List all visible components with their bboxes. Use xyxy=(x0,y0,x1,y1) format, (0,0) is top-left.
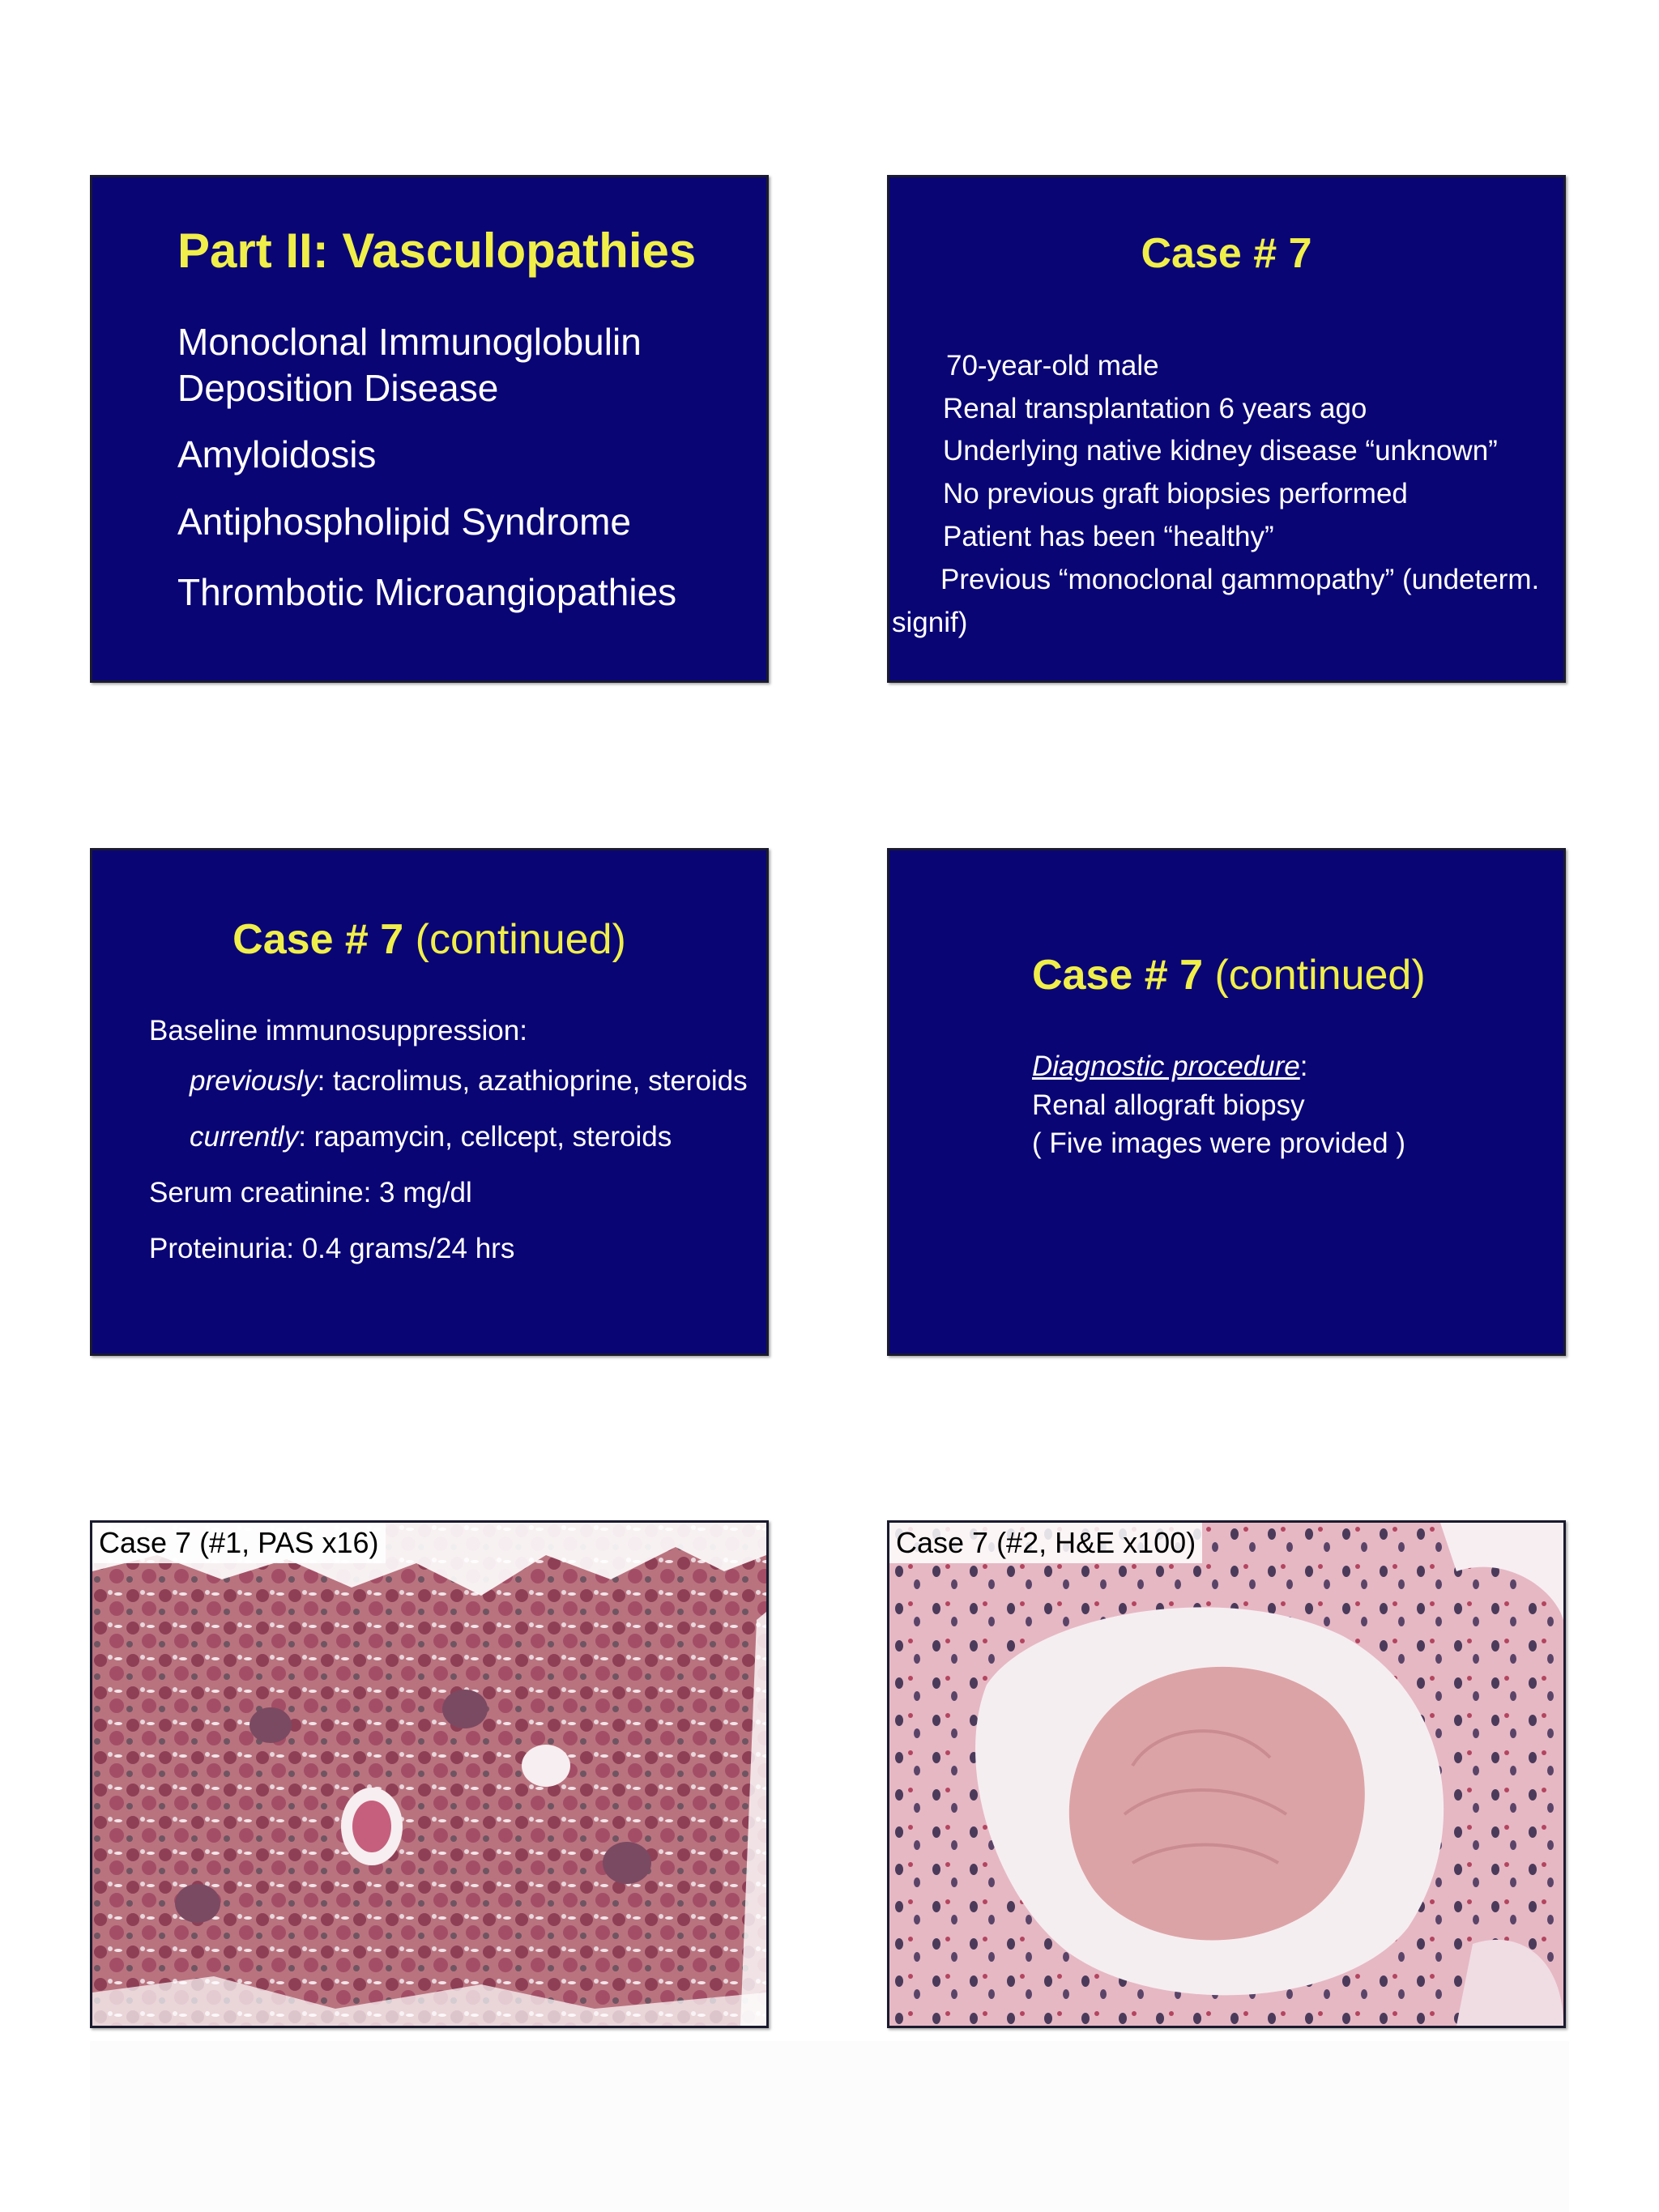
currently-label: currently xyxy=(190,1121,299,1153)
title-suffix: (continued) xyxy=(403,916,626,963)
list-item: Amyloidosis xyxy=(177,433,377,475)
previously-line xyxy=(190,1065,748,1097)
case-line: Renal transplantation 6 years ago xyxy=(943,393,1367,424)
case-line: 70-year-old male xyxy=(946,350,1159,381)
image-caption: Case 7 (#1, PAS x16) xyxy=(92,1523,386,1563)
pas-micrograph xyxy=(92,1523,766,2026)
title-suffix: (continued) xyxy=(1203,952,1426,999)
list-item: Antiphospholipid Syndrome xyxy=(177,501,632,543)
slide-part-ii xyxy=(90,175,769,683)
slide-title: Part II: Vasculopathies xyxy=(177,224,697,278)
title-bold: Case # 7 xyxy=(1032,952,1204,999)
blank-area xyxy=(90,2041,1569,2212)
image-caption: Case 7 (#2, H&E x100) xyxy=(889,1523,1202,1563)
slide-title xyxy=(1032,951,1426,999)
procedure-note: ( Five images were provided ) xyxy=(1032,1127,1405,1159)
title-bold: Case # 7 xyxy=(232,916,404,963)
proteinuria-line: Proteinuria: 0.4 grams/24 hrs xyxy=(149,1233,515,1264)
currently-line xyxy=(190,1121,672,1153)
case-line: Underlying native kidney disease “unknown” xyxy=(943,435,1498,467)
slide-case-7-continued-b xyxy=(887,848,1566,1356)
currently-value: : rapamycin, cellcept, steroids xyxy=(298,1121,672,1153)
list-item: Thrombotic Microangiopathies xyxy=(177,571,677,613)
procedure-colon: : xyxy=(1299,1051,1308,1082)
procedure-line xyxy=(1032,1051,1307,1083)
procedure-label: Diagnostic procedure xyxy=(1032,1051,1300,1082)
baseline-label: Baseline immunosuppression: xyxy=(149,1015,527,1046)
creatinine-line: Serum creatinine: 3 mg/dl xyxy=(149,1177,472,1208)
histology-image-pas xyxy=(90,1520,769,2028)
slide-case-7 xyxy=(887,175,1566,683)
case-line: Previous “monoclonal gammopathy” (undeterm. xyxy=(940,564,1540,595)
list-item: Monoclonal Immunoglobulin xyxy=(177,321,642,363)
case-line: No previous graft biopsies performed xyxy=(943,478,1408,509)
previously-value: : tacrolimus, azathioprine, steroids xyxy=(317,1065,748,1097)
procedure-detail: Renal allograft biopsy xyxy=(1032,1089,1305,1121)
slide-title: Case # 7 xyxy=(1141,230,1312,277)
histology-image-he xyxy=(887,1520,1566,2028)
he-micrograph xyxy=(889,1523,1563,2026)
slide-case-7-continued-a xyxy=(90,848,769,1356)
case-line: signif) xyxy=(892,607,968,638)
list-item: Deposition Disease xyxy=(177,367,499,409)
slide-title xyxy=(92,915,766,964)
case-line: Patient has been “healthy” xyxy=(943,521,1274,552)
previously-label: previously xyxy=(190,1065,318,1097)
